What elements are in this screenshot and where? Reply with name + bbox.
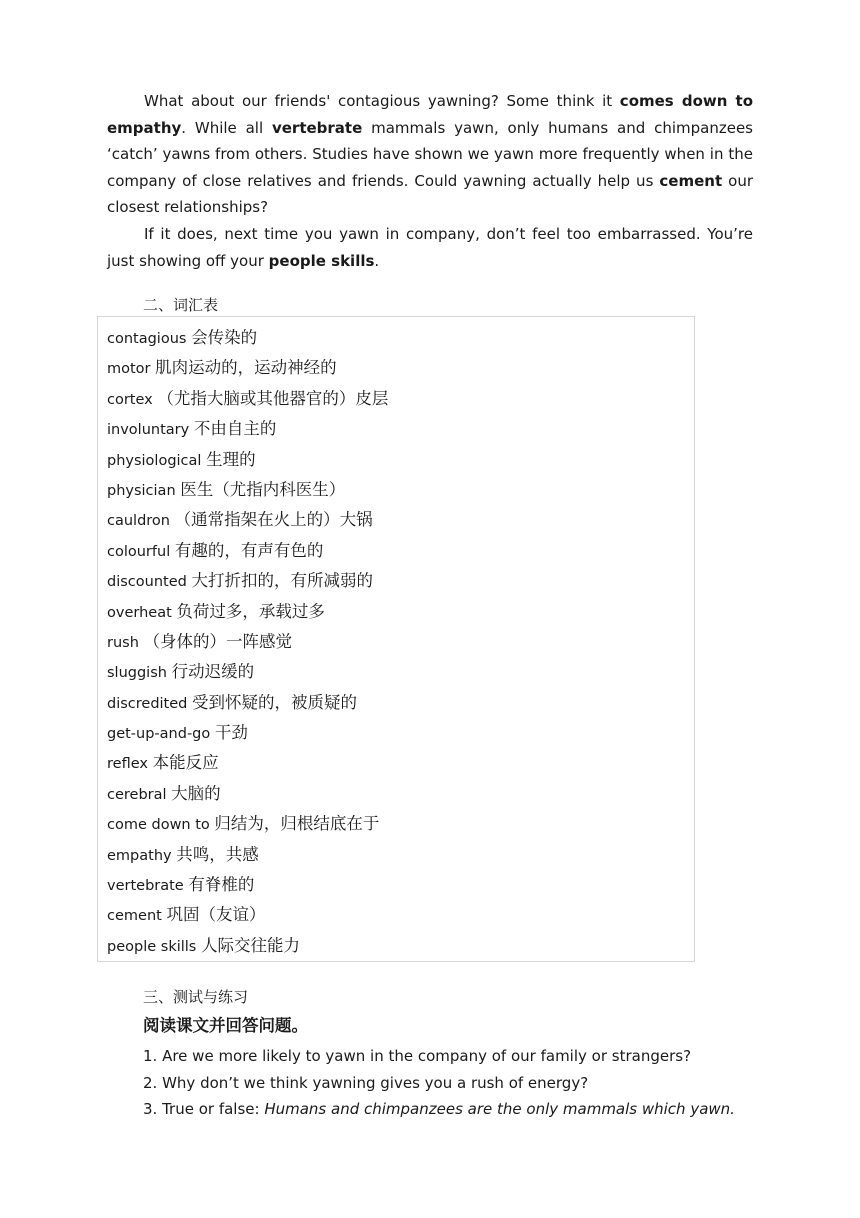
section-heading-vocabulary: 二、词汇表: [143, 296, 219, 314]
passage-paragraph-2: [107, 221, 753, 274]
vocab-definition: （身体的）一阵感觉: [143, 631, 293, 651]
vocab-term: get-up-and-go: [107, 726, 215, 743]
vocab-item: [107, 536, 388, 566]
vocab-item: [107, 870, 388, 900]
text-span: mammals yawn, only humans and chimpanzees ‘catch’ yawns from others. Studies have shown we yawn more frequently when in the company of close relatives and friends. Could yawning actually help us: [107, 118, 753, 190]
vocab-definition: 归结为，归根结底在于: [214, 814, 380, 834]
vocab-item: [107, 748, 388, 778]
vocab-item: [107, 384, 388, 414]
vocabulary-table: [97, 316, 695, 962]
question-item: 2. Why don’t we think yawning gives you a rush of energy?: [143, 1073, 589, 1092]
vocab-term: empathy: [107, 847, 177, 864]
vocab-item: [107, 779, 388, 809]
vocab-item: [107, 323, 388, 353]
vocab-definition: 巩固（友谊）: [166, 905, 266, 925]
vocab-definition: （尤指大脑或其他器官的）皮层: [157, 388, 389, 408]
vocab-definition: 医生（尤指内科医生）: [180, 479, 346, 499]
text-span: If it does, next time you yawn in company, don’t feel too embarrassed. You’re just showing off your: [107, 225, 753, 270]
vocab-definition: 受到怀疑的，被质疑的: [191, 692, 357, 712]
vocab-definition: 大脑的: [171, 783, 221, 803]
exercise-instruction: 阅读课文并回答问题。: [143, 1016, 308, 1035]
passage-paragraph-1: [107, 88, 753, 221]
vocab-definition: 人际交往能力: [200, 935, 300, 955]
vocab-item: [107, 809, 388, 839]
section-heading-exercises: 三、测试与练习: [143, 988, 249, 1006]
vocab-term: colourful: [107, 543, 175, 560]
vocab-definition: 行动迟缓的: [171, 662, 255, 682]
vocab-term: physician: [107, 482, 181, 499]
question-statement: Humans and chimpanzees are the only mammals which yawn.: [264, 1100, 735, 1119]
vocab-term: contagious: [107, 331, 192, 347]
vocab-item: [107, 688, 388, 718]
question-item: 1. Are we more likely to yawn in the company of our family or strangers?: [143, 1047, 692, 1065]
vocab-definition: 肌肉运动的，运动神经的: [155, 358, 337, 378]
vocab-term: rush: [107, 634, 144, 651]
bold-term-cement: cement: [659, 171, 723, 190]
vocab-item: [107, 627, 388, 657]
vocab-definition: （通常指架在火上的）大锅: [174, 510, 373, 530]
text-span: .: [374, 251, 380, 270]
text-span: What about our friends' contagious yawning? Some think it: [144, 92, 620, 110]
question-item: [143, 1096, 735, 1123]
vocab-term: sluggish: [107, 665, 172, 682]
vocab-term: vertebrate: [107, 878, 189, 895]
vocab-item: [107, 475, 388, 505]
vocab-term: cauldron: [107, 513, 175, 530]
bold-term-vertebrate: vertebrate: [271, 118, 363, 137]
vocab-term: cement: [107, 908, 167, 925]
vocab-item: [107, 931, 388, 961]
vocab-item: [107, 566, 388, 596]
bold-term-people-skills: people skills: [268, 251, 375, 270]
vocab-definition: 负荷过多，承载过多: [176, 601, 325, 621]
vocab-definition: 大打折扣的，有所减弱的: [191, 571, 373, 591]
vocab-term: motor: [107, 361, 156, 378]
vocab-item: [107, 900, 388, 930]
bold-term-comes-down-to-empathy: comes down to empathy: [107, 92, 753, 137]
text-span: . While all: [181, 118, 272, 137]
vocab-item: [107, 840, 388, 870]
vocab-term: involuntary: [107, 422, 194, 439]
question-list: [143, 1043, 735, 1123]
vocab-definition: 生理的: [206, 449, 256, 469]
vocab-term: physiological: [107, 452, 207, 469]
vocab-definition: 有脊椎的: [188, 875, 255, 895]
vocab-item: [107, 353, 388, 383]
vocab-term: people skills: [107, 938, 201, 955]
vocab-term: come down to: [107, 817, 215, 834]
vocab-item: [107, 505, 388, 535]
vocab-definition: 有趣的，有声有色的: [174, 540, 324, 560]
vocabulary-list: [107, 323, 388, 961]
vocab-term: discredited: [107, 695, 192, 712]
vocab-term: overheat: [107, 604, 177, 621]
vocab-item: [107, 445, 388, 475]
question-prefix: 3. True or false:: [143, 1100, 265, 1119]
vocab-definition: 不由自主的: [193, 419, 277, 439]
vocab-definition: 本能反应: [152, 753, 219, 773]
vocab-term: discounted: [107, 574, 192, 591]
vocab-item: [107, 597, 388, 627]
text-span: our closest relationships?: [107, 171, 753, 217]
vocab-definition: 干劲: [214, 723, 248, 743]
vocab-item: [107, 657, 388, 687]
vocab-definition: 会传染的: [191, 328, 258, 347]
vocab-term: reflex: [107, 756, 153, 773]
vocab-term: cerebral: [107, 786, 172, 803]
vocab-item: [107, 718, 388, 748]
vocab-term: cortex: [107, 391, 158, 408]
vocab-item: [107, 414, 388, 444]
vocab-definition: 共鸣，共感: [176, 844, 259, 864]
